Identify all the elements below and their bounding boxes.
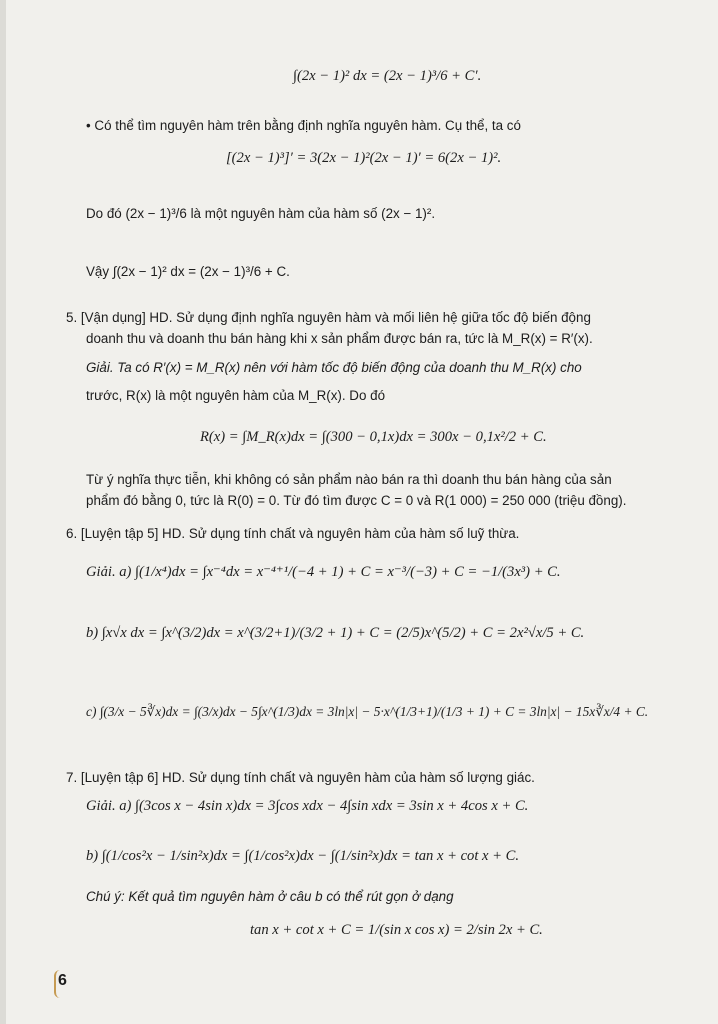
formula-line-14: Giải. a) ∫(1/x⁴)dx = ∫x⁻⁴dx = x⁻⁴⁺¹/(−4 + 1) + C = x⁻³/(−3) + C = −1/(3x³) + C. bbox=[86, 564, 561, 580]
note-line-20: Chú ý: Kết quả tìm nguyên hàm ở câu b có thể rút gọn ở dạng bbox=[86, 889, 454, 904]
formula-line-10: R(x) = ∫M_R(x)dx = ∫(300 − 0,1x)dx = 300x − 0,1x²/2 + C. bbox=[200, 429, 547, 445]
exercise-5-line-6: Từ ý nghĩa thực tiễn, khi không có sản phẩm nào bán ra thì doanh thu bán hàng của sản bbox=[86, 472, 612, 487]
text-line-2: • Có thể tìm nguyên hàm trên bằng định nghĩa nguyên hàm. Cụ thể, ta có bbox=[86, 118, 521, 133]
formula-line-15: b) ∫x√x dx = ∫x^(3/2)dx = x^(3/2+1)/(3/2 + 1) + C = (2/5)x^(5/2) + C = 2x²√x/5 + C. bbox=[86, 625, 585, 641]
exercise-5-line-1: 5. [Vận dụng] HD. Sử dụng định nghĩa nguyên hàm và mối liên hệ giữa tốc độ biến động bbox=[66, 310, 591, 325]
exercise-5-line-4: trước, R(x) là một nguyên hàm của M_R(x). Do đó bbox=[86, 388, 386, 403]
formula-line-1: ∫(2x − 1)² dx = (2x − 1)³/6 + C′. bbox=[293, 68, 482, 84]
page-edge bbox=[0, 0, 6, 1024]
formula-line-3: [(2x − 1)³]′ = 3(2x − 1)²(2x − 1)′ = 6(2x − 1)². bbox=[226, 150, 502, 166]
exercise-5-line-7: phẩm đó bằng 0, tức là R(0) = 0. Từ đó tìm được C = 0 và R(1 000) = 250 000 (triệu đồng). bbox=[86, 493, 627, 508]
exercise-5-line-2: doanh thu và doanh thu bán hàng khi x sản phẩm được bán ra, tức là M_R(x) = R′(x). bbox=[86, 331, 593, 346]
text-line-5: Vậy ∫(2x − 1)² dx = (2x − 1)³/6 + C. bbox=[86, 264, 290, 279]
formula-line-16: c) ∫(3/x − 5∛x)dx = ∫(3/x)dx − 5∫x^(1/3)dx = 3ln|x| − 5·x^(1/3+1)/(1/3 + 1) + C = 3ln|x| − 15x∛x/4 + C. bbox=[86, 704, 649, 719]
formula-line-18: Giải. a) ∫(3cos x − 4sin x)dx = 3∫cos xdx − 4∫sin xdx = 3sin x + 4cos x + C. bbox=[86, 798, 529, 814]
page-number: 6 bbox=[58, 972, 67, 989]
formula-line-21: tan x + cot x + C = 1/(sin x cos x) = 2/sin 2x + C. bbox=[250, 922, 543, 938]
exercise-6-heading: 6. [Luyện tập 5] HD. Sử dụng tính chất và nguyên hàm của hàm số luỹ thừa. bbox=[66, 526, 520, 541]
exercise-5-line-3: Giải. Ta có R′(x) = M_R(x) nên với hàm tốc độ biến động của doanh thu M_R(x) cho bbox=[86, 360, 582, 375]
text-line-4: Do đó (2x − 1)³/6 là một nguyên hàm của hàm số (2x − 1)². bbox=[86, 206, 436, 221]
exercise-7-heading: 7. [Luyện tập 6] HD. Sử dụng tính chất và nguyên hàm của hàm số lượng giác. bbox=[66, 770, 535, 785]
formula-line-19: b) ∫(1/cos²x − 1/sin²x)dx = ∫(1/cos²x)dx − ∫(1/sin²x)dx = tan x + cot x + C. bbox=[86, 848, 520, 864]
